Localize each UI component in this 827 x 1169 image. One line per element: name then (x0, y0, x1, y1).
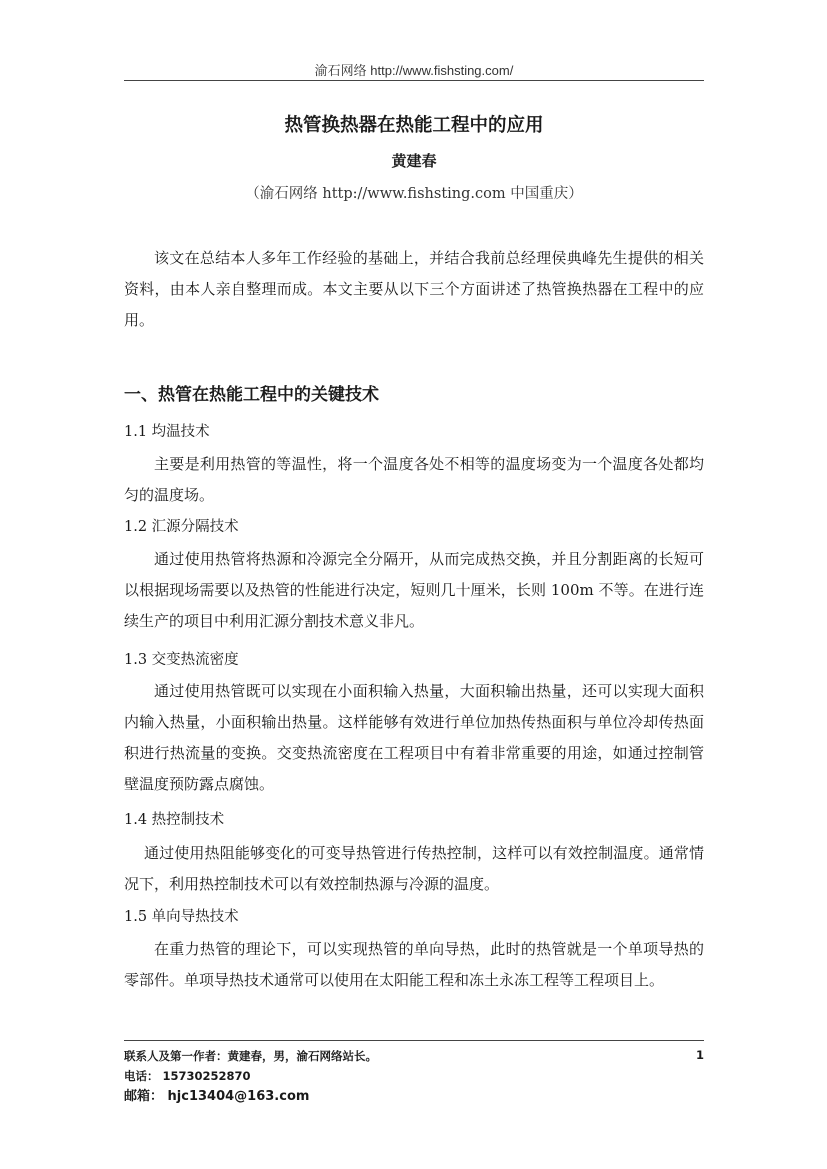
header-divider (124, 80, 704, 81)
subsection-heading: 1.2 汇源分隔技术 (124, 519, 239, 535)
footer-contact: 联系人及第一作者：黄建春，男，渝石网络站长。 (124, 1049, 377, 1063)
intro-paragraph: 该文在总结本人多年工作经验的基础上，并结合我前总经理侯典峰先生提供的相关资料，由本人亲自整理而成。本文主要从以下三个方面讲述了热管换热器在工程中的应用。 (124, 249, 704, 329)
page-number: 1 (695, 1048, 704, 1062)
article-author: 黄建春 (391, 152, 437, 170)
subsection-paragraph: 通过使用热阻能够变化的可变导热管进行传热控制，这样可以有效控制温度。通常情况下，利用热控制技术可以有效控制热源与冷源的温度。 (124, 844, 704, 893)
article-title: 热管换热器在热能工程中的应用 (284, 115, 544, 136)
subsection-heading: 1.4 热控制技术 (124, 812, 225, 828)
subsection-paragraph: 通过使用热管将热源和冷源完全分隔开，从而完成热交换，并且分割距离的长短可以根据现场需要以及热管的性能进行决定，短则几十厘米，长则 100m 不等。在进行连续生产的项目中利用汇源分割技术意义非凡。 (124, 550, 704, 630)
footer-phone: 电话： 15730252870 (124, 1069, 251, 1083)
running-header: 渝石网络 http://www.fishsting.com/ (314, 63, 514, 78)
subsection-heading: 1.5 单向导热技术 (124, 909, 239, 925)
footer-divider (124, 1040, 704, 1041)
subsection-heading: 1.1 均温技术 (124, 424, 210, 440)
subsection-paragraph: 主要是利用热管的等温性，将一个温度各处不相等的温度场变为一个温度各处都均匀的温度场。 (124, 455, 704, 504)
section-heading: 一、热管在热能工程中的关键技术 (124, 385, 379, 405)
article-affiliation: （渝石网络 http://www.fishsting.com 中国重庆） (245, 186, 583, 202)
subsection-paragraph: 通过使用热管既可以实现在小面积输入热量，大面积输出热量，还可以实现大面积内输入热量，小面积输出热量。这样能够有效进行单位加热传热面积与单位冷却传热面积进行热流量的变换。交变热流密度在工程项目中有着非常重要的用途，如通过控制管壁温度预防露点腐蚀。 (124, 682, 704, 793)
footer-email: 邮箱： hjc13404@163.com (124, 1089, 310, 1104)
subsection-paragraph: 在重力热管的理论下，可以实现热管的单向导热，此时的热管就是一个单项导热的零部件。单项导热技术通常可以使用在太阳能工程和冻土永冻工程等工程项目上。 (124, 940, 704, 989)
subsection-heading: 1.3 交变热流密度 (124, 652, 239, 668)
